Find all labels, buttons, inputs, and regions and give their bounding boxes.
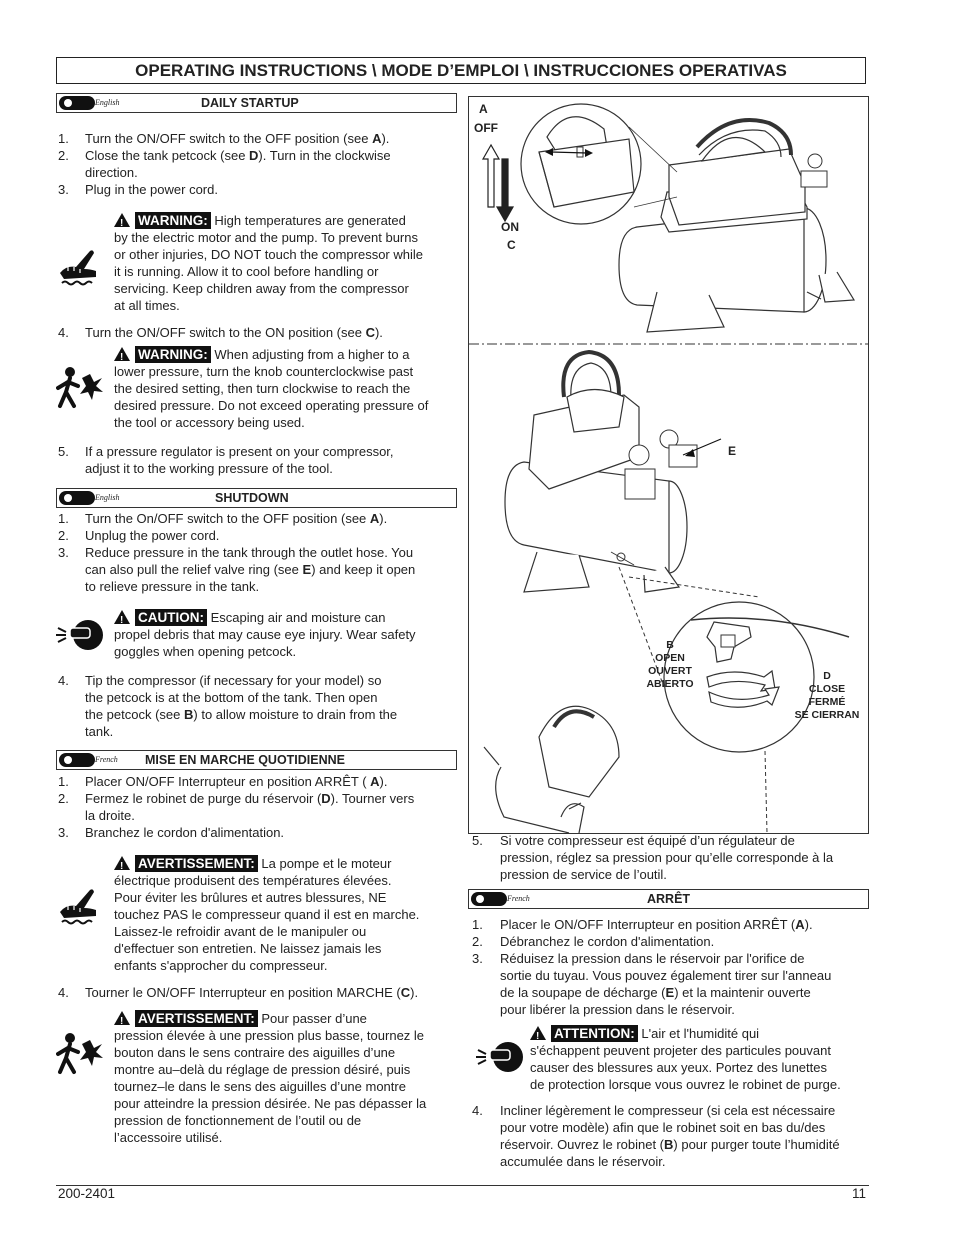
list-item: 4. Turn the ON/OFF switch to the ON position (see C). (58, 325, 383, 340)
section-bar-arret (468, 889, 869, 909)
section-heading: DAILY STARTUP (201, 96, 299, 110)
burst-hazard-icon (56, 366, 104, 412)
section-bar-mise-en-marche (56, 750, 457, 770)
list-item: 3. Réduisez la pression dans le réservoir par l'orifice de (472, 951, 805, 966)
label-on: ON (501, 220, 519, 234)
footer-rule (56, 1185, 869, 1186)
warning-triangle-icon (114, 610, 130, 624)
avertissement-hot-surface: !AVERTISSEMENT: La pompe et le moteur électrique produisent des températures élevées. Pour éviter les brûlures et autres blessures, NE touchez PAS le compresseur quand il est en marche. Laissez-le refroidir avant de le manipuler ou d'effectuer son entretien. Ne laissez jamais les enfants s'approcher du compresseur. (114, 855, 459, 974)
warning-hot-surface: !WARNING: High temperatures are generated by the electric motor and the pump. To prevent burns or other injuries, DO NOT touch the compressor while it is running. Allow it to cool before handling or servicing. Keep children away from the compressor at all times. (114, 212, 459, 314)
warning-triangle-icon (530, 1026, 546, 1040)
list-item: 5. If a pressure regulator is present on your compressor, (58, 444, 394, 459)
avertissement-pressure-adjust: !AVERTISSEMENT: Pour passer d’une pression élevée à une pression plus basse, tournez le bouton dans le sens contraire des aiguilles d’une montre au–delà du réglage de pression désiré, puis tournez–le dans le sens des aiguilles d’une montre pour atteindre la pression désirée. Ne pas dépasser la pression de fonctionnement de l’outil ou de l’accessoire utilisé. (114, 1010, 459, 1146)
language-tab-english: English (59, 96, 123, 110)
list-item: 1. Placer ON/OFF Interrupteur en position ARRÊT ( A). (58, 774, 388, 789)
label-c: C (507, 238, 516, 252)
shutdown-step-4: 4. Tip the compressor (if necessary for your model) so the petcock is at the bottom of the tank. Then open the petcock (see B) to allow moisture to drain from the tank. (58, 672, 458, 740)
list-item: 2. Unplug the power cord. (58, 528, 220, 543)
hot-surface-icon (56, 882, 100, 928)
burst-hazard-icon (56, 1032, 104, 1078)
language-tab-french: French (59, 753, 123, 767)
label-b-open: B OPEN OUVERT ABIERTO (646, 639, 694, 690)
list-item: 4. Tourner le ON/OFF Interrupteur en position MARCHE (C). (58, 985, 419, 1000)
list-item: 3. Reduce pressure in the tank through the outlet hose. You (58, 545, 414, 560)
document-number: 200-2401 (58, 1186, 116, 1201)
arret-steps-1-3: 1. Placer le ON/OFF Interrupteur en position ARRÊT (A). 2. Débranchez le cordon d'alimentation. 3. Réduisez la pression dans le réservoir par l'orifice de sortie du tuyau. Vous pouvez également tirer sur l'anneau de la soupape de décharge (E) et la maintenir ouverte pour libérer la pression dans le réservoir. (472, 916, 867, 1018)
daily-step-5: 5. If a pressure regulator is present on your compressor, adjust it to the working pressure of the tool. (58, 443, 458, 477)
language-tab-english: English (59, 491, 123, 505)
list-item: 4. Incliner légèrement le compresseur (si cela est nécessaire (472, 1103, 836, 1118)
eye-protection-icon (476, 1040, 524, 1074)
daily-steps-1-3: 1. Turn the ON/OFF switch to the OFF position (see A). 2. Close the tank petcock (see D). Turn in the clockwise direction. 3. Plug in the power cord. (58, 130, 458, 198)
page-title: OPERATING INSTRUCTIONS \ MODE D’EMPLOI \ INSTRUCCIONES OPERATIVAS (56, 57, 866, 84)
eye-protection-icon (56, 618, 104, 652)
list-item: 1. Turn the On/OFF switch to the OFF position (see A). (58, 511, 388, 526)
list-item: 1. Turn the ON/OFF switch to the OFF position (see A). (58, 131, 390, 146)
label-off: OFF (474, 121, 498, 135)
label-d-close: D CLOSE FERMÉ SE CIERRAN (794, 670, 860, 721)
arret-step-4: 4. Incliner légèrement le compresseur (si cela est nécessaire pour votre modèle) afin que le robinet soit en bas du/des réservoir. Ouvrez le robinet (B) pour purger toute l’humidité accumulée dans le réservoir. (472, 1102, 867, 1170)
section-heading: MISE EN MARCHE QUOTIDIENNE (145, 753, 346, 767)
daily-step-4 (58, 324, 458, 341)
compressor-diagram (469, 97, 868, 833)
list-item: 2. Fermez le robinet de purge du réservoir (D). Tourner vers (58, 791, 415, 806)
shutdown-steps-1-3: 1. Turn the On/OFF switch to the OFF position (see A). 2. Unplug the power cord. 3. Reduce pressure in the tank through the outlet hose. You can also pull the relief valve ring (see E) and keep it open to relieve pressure in the tank. (58, 510, 458, 595)
warning-triangle-icon (114, 1011, 130, 1025)
compressor-figure (468, 96, 869, 834)
list-item: 2. Close the tank petcock (see D). Turn in the clockwise (58, 148, 391, 163)
hot-surface-icon (56, 243, 100, 289)
mise-step-4 (58, 984, 458, 1001)
section-heading: SHUTDOWN (215, 491, 289, 505)
mise-step-5: 5. Si votre compresseur est équipé d’un régulateur de pression, réglez sa pression pour qu’elle corresponde à la pression de service de l’outil. (472, 832, 867, 883)
attention-eye-injury: !ATTENTION: L'air et l'humidité qui s'échappent peuvent projeter des particules pouvant causer des blessures aux yeux. Portez des lunettes de protection lorsque vous ouvrez le robinet de purge. (530, 1025, 870, 1093)
warning-triangle-icon (114, 856, 130, 870)
mise-steps-1-3: 1. Placer ON/OFF Interrupteur en position ARRÊT ( A). 2. Fermez le robinet de purge du réservoir (D). Tourner vers la droite. 3. Branchez le cordon d'alimentation. (58, 773, 458, 841)
list-item: 5. Si votre compresseur est équipé d’un régulateur de (472, 833, 795, 848)
language-tab-french: French (471, 892, 535, 906)
warning-triangle-icon (114, 213, 130, 227)
list-item: 4. Tip the compressor (if necessary for your model) so (58, 673, 382, 688)
warning-pressure-adjust: !WARNING: When adjusting from a higher to a lower pressure, turn the knob counterclockwise past the desired setting, then turn clockwise to reach the desired pressure. Do not exceed operating pressure of the tool or accessory being used. (114, 346, 459, 431)
list-item: 3. Branchez le cordon d'alimentation. (58, 825, 285, 840)
section-heading: ARRÊT (647, 892, 691, 906)
label-a: A (479, 102, 488, 116)
list-item: 2. Débranchez le cordon d'alimentation. (472, 934, 715, 949)
section-bar-shutdown (56, 488, 457, 508)
list-item: 3. Plug in the power cord. (58, 182, 218, 197)
label-e: E (728, 444, 737, 458)
page-number: 11 (852, 1186, 867, 1201)
caution-eye-injury: !CAUTION: Escaping air and moisture can propel debris that may cause eye injury. Wear safety goggles when opening petcock. (114, 609, 459, 660)
section-bar-daily-startup (56, 93, 457, 113)
warning-triangle-icon (114, 347, 130, 361)
list-item: 1. Placer le ON/OFF Interrupteur en position ARRÊT (A). (472, 917, 813, 932)
